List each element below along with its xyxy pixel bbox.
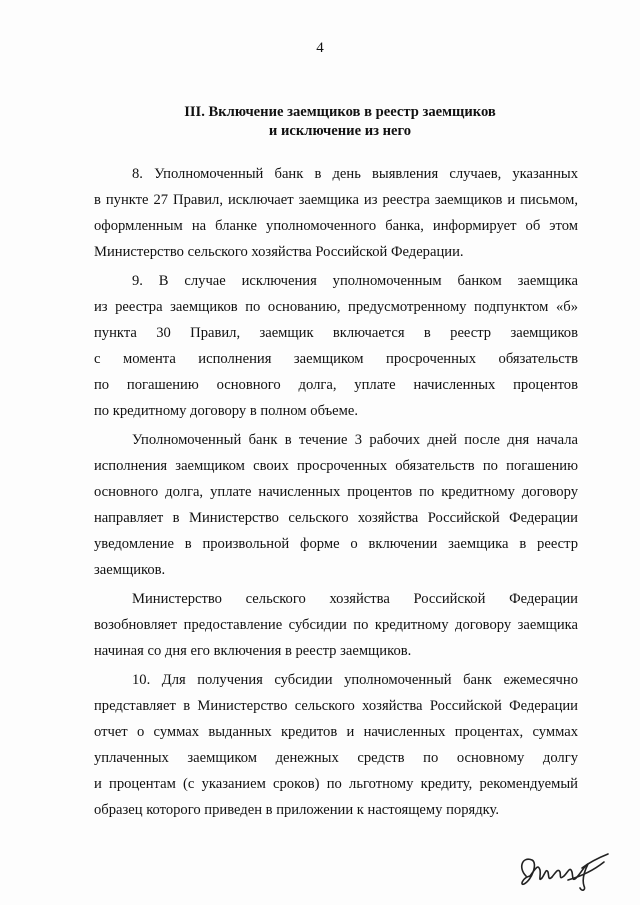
text-line: 9. В случае исключения уполномоченным банком заемщика <box>132 273 578 289</box>
text-line: возобновляет предоставление субсидии по кредитному договору заемщика <box>94 617 578 633</box>
text-line: пункта 30 Правил, заемщик включается в реестр заемщиков <box>94 325 578 341</box>
text-line: уведомление в произвольной форме о включении заемщика в реестр <box>94 536 578 552</box>
text-line: из реестра заемщиков по основанию, предусмотренному подпунктом «б» <box>94 299 578 315</box>
text-line: Министерство сельского хозяйства Российской Федерации. <box>94 244 464 260</box>
paragraph-8 <box>94 161 578 265</box>
text-line: по кредитному договору в полном объеме. <box>94 403 359 419</box>
text-line: с момента исполнения заемщиком просроченных обязательств <box>94 351 578 367</box>
text-line: и процентам (с указанием сроков) по льготному кредиту, рекомендуемый <box>94 776 578 792</box>
text-line: Министерство сельского хозяйства Российской Федерации <box>132 591 578 607</box>
text-line: заемщиков. <box>94 562 166 578</box>
text-line: 10. Для получения субсидии уполномоченный банк ежемесячно <box>132 672 578 688</box>
text-line: отчет о суммах выданных кредитов и начисленных процентах, суммах <box>94 724 578 740</box>
paragraph-9-resumption <box>94 586 578 664</box>
text-line: исполнения заемщиком своих просроченных обязательств по погашению <box>94 458 578 474</box>
text-line: оформленным на бланке уполномоченного банка, информирует об этом <box>94 218 578 234</box>
text-line: начиная со дня его включения в реестр заемщиков. <box>94 643 412 659</box>
text-line: по погашению основного долга, уплате начисленных процентов <box>94 377 578 393</box>
document-body <box>94 161 578 823</box>
text-line: в пункте 27 Правил, исключает заемщика из реестра заемщиков и письмом, <box>94 192 578 208</box>
text-line: уплаченных заемщиком денежных средств по основному долгу <box>94 750 578 766</box>
text-line: основного долга, уплате начисленных процентов по кредитному договору <box>94 484 578 500</box>
text-line: 8. Уполномоченный банк в день выявления случаев, указанных <box>132 166 578 182</box>
paragraph-9 <box>94 268 578 424</box>
text-line: направляет в Министерство сельского хозяйства Российской Федерации <box>94 510 578 526</box>
paragraph-10 <box>94 667 578 823</box>
paragraph-9-notification <box>94 427 578 583</box>
signature-icon <box>512 846 612 896</box>
text-line: Уполномоченный банк в течение 3 рабочих дней после дня начала <box>132 432 578 448</box>
section-heading-line-2: и исключение из него <box>268 123 412 139</box>
text-line: представляет в Министерство сельского хозяйства Российской Федерации <box>94 698 578 714</box>
page-number: 4 <box>316 40 324 56</box>
text-line: образец которого приведен в приложении к настоящему порядку. <box>94 802 500 818</box>
section-heading-line-1: III. Включение заемщиков в реестр заемщиков <box>184 104 496 120</box>
section-heading <box>0 103 640 141</box>
